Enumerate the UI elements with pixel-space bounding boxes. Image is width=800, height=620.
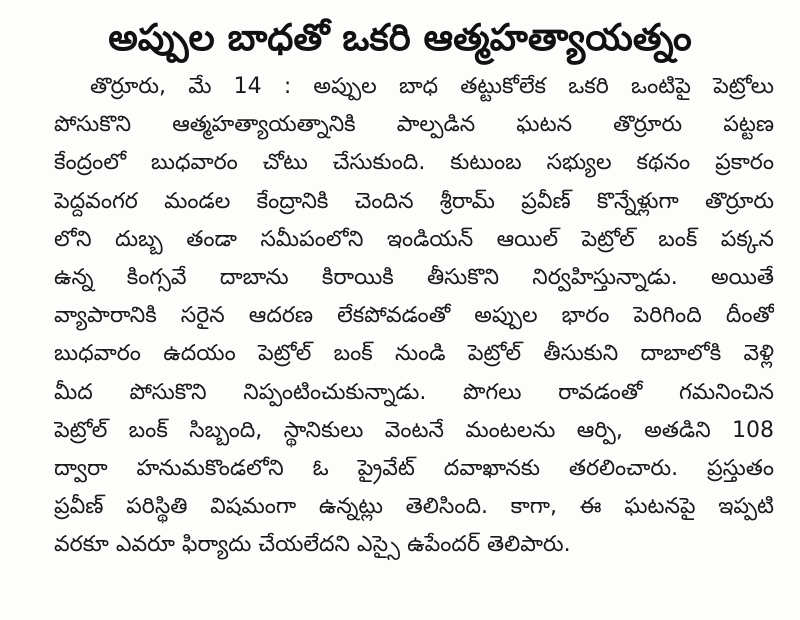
article-line: పోసుకొని ఆత్మహత్యాయత్నానికి పాల్పడిన ఘటన తొర్రూరు పట్టణ: [54, 112, 774, 138]
article-line: కేంద్రంలో బుధవారం చోటు చేసుకుంది. కుటుంబ సభ్యుల కథనం ప్రకారం: [54, 150, 774, 176]
article-line: లోని దుబ్బ తండా సమీపంలోని ఇండియన్ ఆయిల్ పెట్రోల్ బంక్ పక్కన: [54, 226, 774, 252]
article-line: ద్వారా హనుమకొండలోని ఓ ప్రైవేట్ దవాఖానకు తరలించారు. ప్రస్తుతం: [54, 455, 774, 481]
article-body: [54, 68, 774, 564]
article-line: మీద పోసుకొని నిప్పంటించుకున్నాడు. పొగలు రావడంతో గమనించిన: [54, 379, 774, 405]
article-line: వరకూ ఎవరూ ఫిర్యాదు చేయలేదని ఎస్సై ఉపేందర్ తెలిపారు.: [54, 532, 571, 558]
article-line: వ్యాపారానికి సరైన ఆదరణ లేకపోవడంతో అప్పుల భారం పెరిగింది దీంతో: [54, 303, 774, 329]
article-line: ప్రవీణ్ పరిస్థితి విషమంగా ఉన్నట్లు తెలిసింది. కాగా, ఈ ఘటనపై ఇప్పటి: [54, 494, 774, 520]
article-line: తొర్రూరు, మే 14 : అప్పుల బాధ తట్టుకోలేక ఒకరి ఒంటిపై పెట్రోలు: [90, 74, 774, 99]
article-headline: అప్పుల బాధతో ఒకరి ఆత్మహత్యాయత్నం: [108, 16, 692, 59]
article-line: పెట్రోల్ బంక్ సిబ్బంది, స్థానికులు వెంటనే మంటలను ఆర్పి, అతడిని 108: [54, 417, 774, 443]
article-line: ఉన్న కింగ్సవే దాబాను కిరాయికి తీసుకొని నిర్వహిస్తున్నాడు. అయితే: [54, 264, 774, 290]
article-line: బుధవారం ఉదయం పెట్రోల్ బంక్ నుండి పెట్రోల్ తీసుకుని దాబాలోకి వెళ్లి: [54, 341, 774, 367]
article-line: పెద్దవంగర మండల కేంద్రానికి చెందిన శ్రీరామ్ ప్రవీణ్ కొన్నేళ్లుగా తొర్రూరు: [54, 188, 774, 214]
